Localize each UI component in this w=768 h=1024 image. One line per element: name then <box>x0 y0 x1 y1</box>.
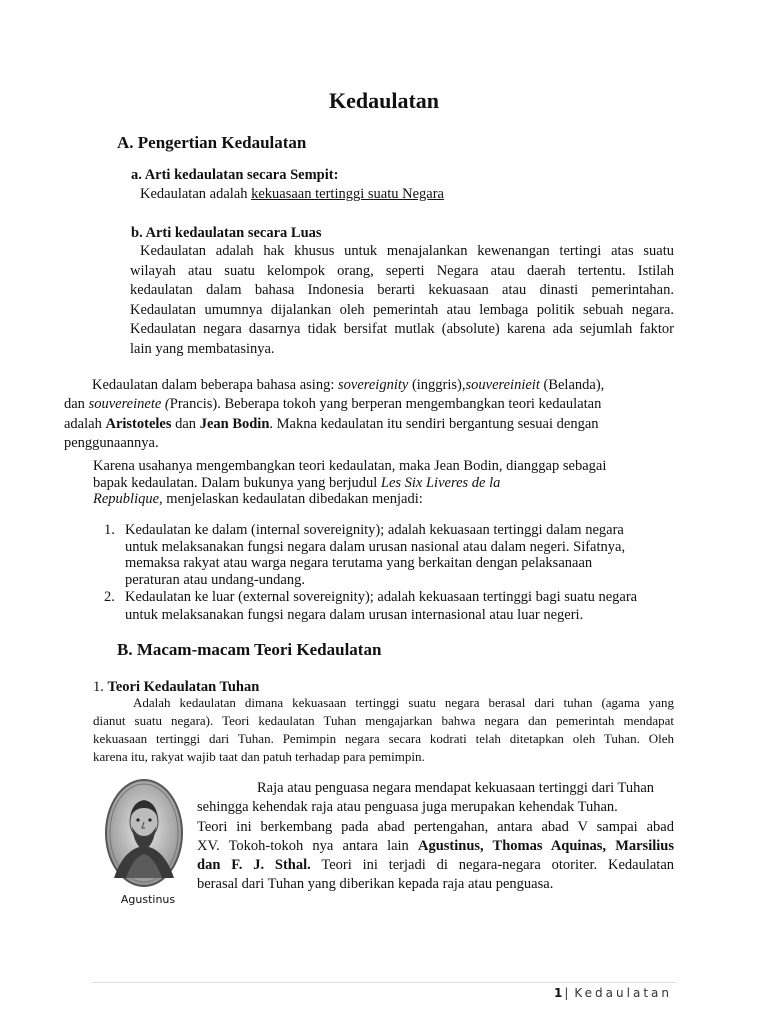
theory-1-text: Adalah kedaulatan dimana kekuasaan tertinggi suatu negara berasal dari tuhan (agama yang dianut suatu negara). Teori kedaulatan Tuhan mengajarkan bahwa negara dan pemerintah mendapat kekuasaan tertinggi dari Tuhan. Pemimpin negara secara kodrati telah ditetapkan oleh Tuhan. Oleh karena itu, rakyat wajib taat dan patuh terhadap para pemimpin. <box>93 695 674 764</box>
theory-1-detail: Raja atau penguasa negara mendapat kekuasaan tertinggi dari Tuhan sehingga kehendak raja atau penguasa juga merupakan kehendak Tuhan. Teori ini berkembang pada abad pertengahan, antara abad V sampai abad XV. Tokoh-tokoh nya antara lain Agustinus, Thomas Aquinas, Marsilius dan F. J. Sthal. Teori ini terjadi di negara-negara otoriter. Kedaulatan berasal dari Tuhan yang diberikan kepada raja atau penguasa. <box>197 780 675 893</box>
section-b-heading: B. Macam-macam Teori Kedaulatan <box>117 640 382 659</box>
subsection-b-text: Kedaulatan adalah hak khusus untuk menajalankan kewenangan tertingi atas suatu wilayah atau suatu kelompok orang, seperti Negara atau daerah tertentu. Istilah kedaulatan dalam bahasa Indonesia berarti kekuasaan atau dinasti pemerintahan. Kedaulatan umumnya dijalankan oleh pemerintah atau lembaga politik sebuah negara. Kedaulatan negara dasarnya tidak bersifat mutlak (absolute) karena ada sejumlah faktor lain yang membatasinya. <box>130 243 674 357</box>
subsection-b-heading: b. Arti kedaulatan secara Luas <box>131 225 322 241</box>
footer-divider <box>92 982 676 983</box>
agustinus-portrait <box>104 778 184 888</box>
paragraph-jean-bodin: Karena usahanya mengembangkan teori kedaulatan, maka Jean Bodin, dianggap sebagai bapak kedaulatan. Dalam bukunya yang berjudul Les Six Liveres de la Republique, menjelaskan kedaulatan dibedakan menjadi: <box>93 458 607 507</box>
section-a-heading: A. Pengertian Kedaulatan <box>117 133 307 152</box>
page-title: Kedaulatan <box>328 88 440 113</box>
theory-1-heading: 1. Teori Kedaulatan Tuhan <box>93 679 260 695</box>
list-item: 2. Kedaulatan ke luar (external sovereignity); adalah kekuasaan tertinggi bagi suatu negara untuk melaksanakan fungsi negara dalam urusan internasional atau luar negeri. <box>104 589 638 623</box>
subsection-a-heading: a. Arti kedaulatan secara Sempit: <box>131 167 339 183</box>
paragraph-languages: Kedaulatan dalam beberapa bahasa asing: sovereignity (inggris),souvereinieit (Belanda), dan souvereinete (Prancis). Beberapa tokoh yang berperan mengembangkan teori kedaulatan adalah Aristoteles dan Jean Bodin. Makna kedaulatan itu sendiri bergantung sesuai dengan penggunaannya. <box>64 377 605 451</box>
portrait-caption: Agustinus <box>120 893 176 906</box>
list-item: 1. Kedaulatan ke dalam (internal sovereignity); adalah kekuasaan tertinggi dalam negara untuk melaksanakan fungsi negara dalam urusan nasional atau dalam negeri. Sifatnya, memaksa rakyat atau warga negara terutama yang berkaitan dengan pelaksanaan peraturan atau undang-undang. <box>104 522 626 589</box>
page-footer: 1 | Kedaulatan <box>554 986 672 1000</box>
subsection-a-text: Kedaulatan adalah kekuasaan tertinggi suatu Negara <box>140 186 444 202</box>
numbered-list <box>104 522 676 623</box>
